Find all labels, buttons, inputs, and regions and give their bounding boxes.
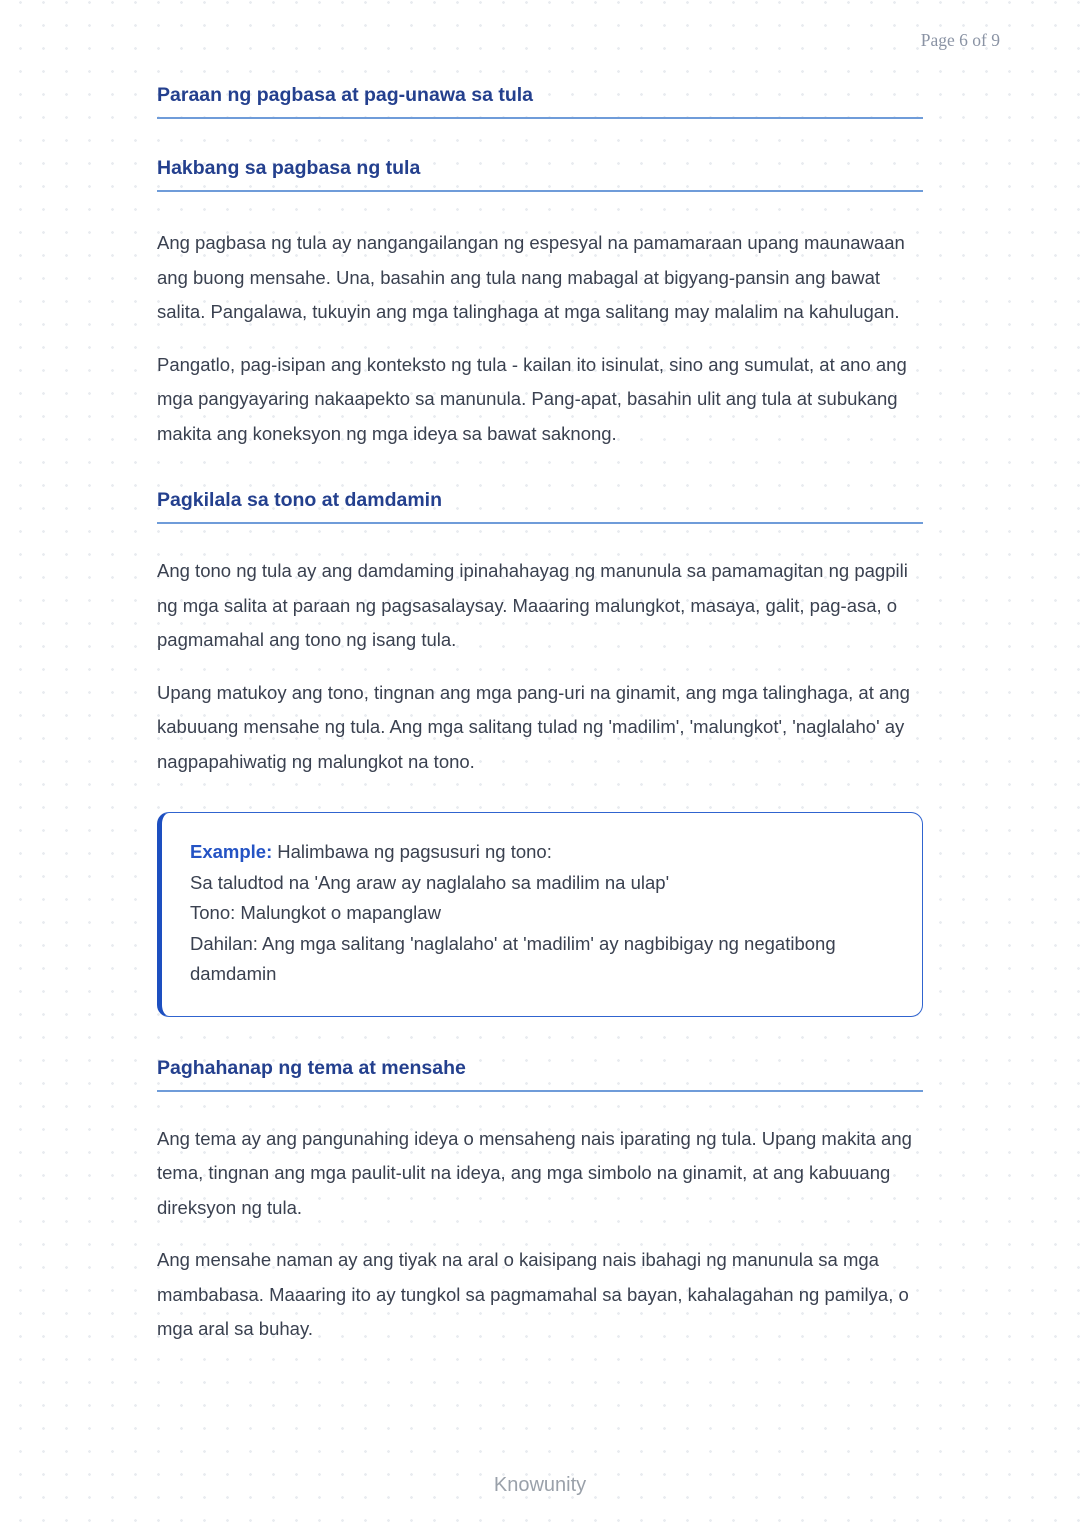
example-box xyxy=(157,812,923,1017)
heading-divider xyxy=(157,522,923,524)
example-intro-text: Halimbawa ng pagsusuri ng tono: xyxy=(277,841,552,862)
paragraph: Ang tono ng tula ay ang damdaming ipinahahayag ng manunula sa pamamagitan ng pagpili ng mga salita at paraan ng pagsasalaysay. Maaaring malungkot, masaya, galit, pag-asa, o pagmamahal ang tono ng isang tula. xyxy=(157,560,908,650)
example-line: Tono: Malungkot o mapanglaw xyxy=(190,902,441,923)
footer-brand: Knowunity xyxy=(493,1474,587,1496)
paragraph: Ang pagbasa ng tula ay nangangailangan ng espesyal na pamamaraan upang maunawaan ang buong mensahe. Una, basahin ang tula nang mabagal at bigyang-pansin ang bawat salita. Pangalawa, tukuyin ang mga talinghaga at mga salitang may malalim na kahulugan. xyxy=(157,232,905,322)
section-heading-tono: Pagkilala sa tono at damdamin xyxy=(157,489,442,511)
heading-divider xyxy=(157,117,923,119)
main-title: Paraan ng pagbasa at pag-unawa sa tula xyxy=(157,84,534,106)
section-heading-hakbang: Hakbang sa pagbasa ng tula xyxy=(157,157,421,179)
heading-divider xyxy=(157,190,923,192)
paragraph: Ang mensahe naman ay ang tiyak na aral o kaisipang nais ibahagi ng manunula sa mga mambabasa. Maaaring ito ay tungkol sa pagmamahal sa bayan, kahalagahan ng pamilya, o mga aral sa buhay. xyxy=(157,1249,909,1339)
example-label: Example: xyxy=(190,841,273,862)
section-heading-tema: Paghahanap ng tema at mensahe xyxy=(157,1056,466,1079)
paragraph: Pangatlo, pag-isipan ang konteksto ng tula - kailan ito isinulat, sino ang sumulat, at ano ang mga pangyayaring nakaapekto sa manunula. Pang-apat, basahin ulit ang tula at subukang makita ang koneksyon ng mga ideya sa bawat saknong. xyxy=(157,353,907,444)
document-content xyxy=(157,0,923,1347)
example-intro-line xyxy=(190,837,892,868)
example-line: Sa taludtod na 'Ang araw ay naglalaho sa madilim na ulap' xyxy=(190,871,670,893)
paragraph: Upang matukoy ang tono, tingnan ang mga pang-uri na ginamit, ang mga talinghaga, at ang kabuuang mensahe ng tula. Ang mga salitang tulad ng 'madilim', 'malungkot', 'naglalaho' ay nagpapahiwatig ng malungkot na tono. xyxy=(157,681,910,772)
paragraph: Ang tema ay ang pangunahing ideya o mensaheng nais iparating ng tula. Upang makita ang tema, tingnan ang mga paulit-ulit na ideya, ang mga simbolo na ginamit, at ang kabuuang direksyon ng tula. xyxy=(157,1127,912,1218)
example-line: Dahilan: Ang mga salitang 'naglalaho' at 'madilim' ay nagbibigay ng negatibong damdamin xyxy=(190,932,836,984)
page-number: Page 6 of 9 xyxy=(920,30,1000,50)
heading-divider xyxy=(157,1090,923,1092)
